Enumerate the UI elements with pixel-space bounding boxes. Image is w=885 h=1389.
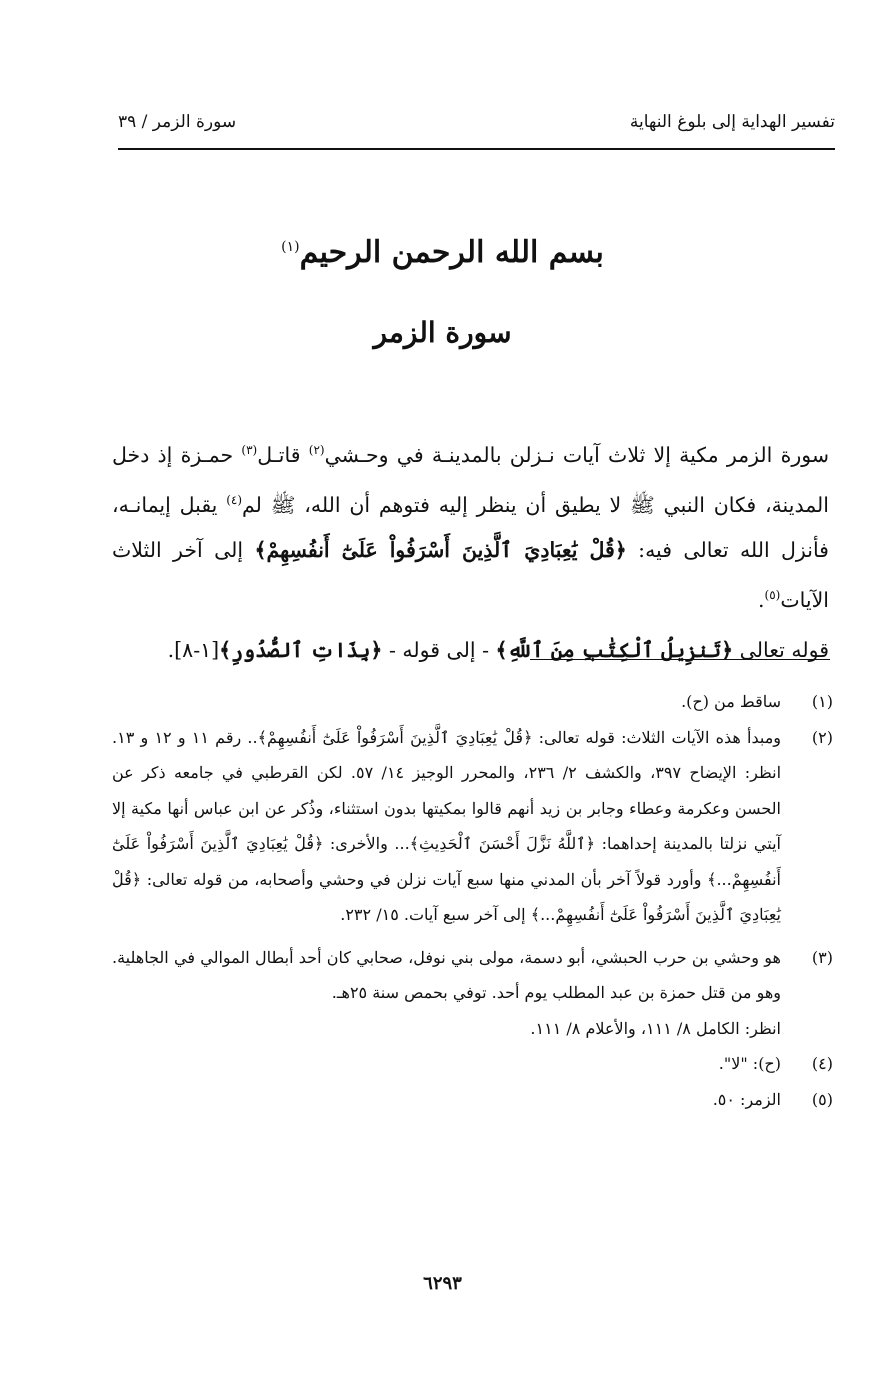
verse-heading-text-1: قوله تعالى <box>733 638 829 663</box>
footnote-1 <box>112 684 833 720</box>
footnote-ref-3: (٣) <box>241 443 258 457</box>
book-title: تفسير الهداية إلى بلوغ النهاية <box>629 112 835 132</box>
surah-header: سورة الزمر / ٣٩ <box>118 112 237 132</box>
footnote-text: ومبدأ هذه الآيات الثلاث: قوله تعالى: ﴿قُلْ يَٰعِبَادِيَ ٱلَّذِينَ أَسْرَفُواْ عَلَىٰٓ أَنفُسِهِمْ﴾.. رقم ١١ و ١٢ و ١٣. انظر: الإيضاح ٣٩٧، والكشف ٢/ ٢٣٦، والمحرر الوجيز ١٤/ ٥٧. لكن القرطبي في جامعه ذكر عن الحسن وعكرمة وعطاء وجابر بن زيد أنهم قالوا بمكيتها بدون استثناء، وذُكر عن ابن عباس أنها مكية إلا آيتي نزلتا بالمدينة إحداهما: ﴿ٱللَّهُ نَزَّلَ أَحْسَنَ ٱلْحَدِيثِ﴾... والأخرى: ﴿قُلْ يَٰعِبَادِيَ ٱلَّذِينَ أَسْرَفُواْ عَلَىٰٓ أَنفُسِهِمْ...﴾ وأورد قولاً آخر بأن المدني منها سبع آيات نزلن في وحشي وأصحابه، من قوله تعالى: ﴿قُلْ يَٰعِبَادِيَ ٱلَّذِينَ أَسْرَفُواْ عَلَىٰٓ أَنفُسِهِمْ...﴾ إلى آخر سبع آيات. ١٥/ ٢٣٢. <box>112 727 782 924</box>
verse-heading-text-2: - إلى قوله - <box>382 638 496 663</box>
footnote-divider <box>530 659 830 660</box>
running-header <box>118 112 835 146</box>
intro-text-3: حمـزة إذ دخل المدينة، فكان النبي ﷺ لا يطيق أن ينظر إليه فتوهم أن الله، ﷺ لم <box>112 442 829 517</box>
quran-verse: ﴿قُلْ يَٰعِبَادِيَ ٱلَّذِينَ أَسْرَفُواْ عَلَىٰٓ أَنفُسِهِمْ﴾ <box>254 537 627 562</box>
page-number: ٦٢٩٣ <box>423 1273 462 1294</box>
quran-verse-end: ﴿بِذَاتِ ٱلصُّدُورِ﴾ <box>219 638 383 663</box>
footnote-ref-1: (١) <box>281 239 300 255</box>
footnote-text: ساقط من (ح). <box>681 692 781 711</box>
footnote-text: الزمر: ٥٠. <box>712 1089 781 1109</box>
intro-paragraph <box>112 428 829 622</box>
footnote-text: (ح): "لا". <box>718 1054 781 1073</box>
intro-end: . <box>758 587 765 612</box>
footnote-ref-2: (٢) <box>308 443 325 457</box>
footnote-ref-4: (٤) <box>226 492 243 507</box>
footnote-text: هو وحشي بن حرب الحبشي، أبو دسمة، مولى بني نوفل، صحابي كان أحد أبطال الموالي في الجاهلية. وهو من قتل حمزة بن عبد المطلب يوم أحد. توفي بحمص سنة ٢٥هـ. <box>112 947 781 1002</box>
footnote-number: (٢) <box>811 727 833 747</box>
footnotes <box>112 684 833 1117</box>
intro-text-2: قاتـل <box>257 442 309 467</box>
footnote-3 <box>112 940 833 1047</box>
footnote-text: انظر: الكامل ٨/ ١١١، والأعلام ٨/ ١١١. <box>530 1018 781 1038</box>
footnote-number: (٤) <box>811 1054 833 1073</box>
main-text <box>112 428 829 673</box>
footnote-number: (٣) <box>811 947 833 967</box>
footnote-2 <box>112 720 833 933</box>
intro-text-1: سورة الزمر مكية إلا ثلاث آيات نـزلن بالمدينـة في وحـشي <box>324 442 829 467</box>
intro-text-4: يقبل إيمانـه، فأنزل الله تعالى فيه: <box>112 492 829 562</box>
surah-title: سورة الزمر <box>373 316 512 349</box>
quran-verse-start: ﴿تَنزِيلُ ٱلْكِتَٰبِ مِنَ ٱللَّهِ﴾ <box>495 638 734 663</box>
basmala-text: بسم الله الرحمن الرحيم <box>299 235 604 270</box>
verse-range: [١-٨]. <box>167 638 220 663</box>
footnote-number: (١) <box>811 692 833 711</box>
footnote-5 <box>112 1082 833 1118</box>
footnote-number: (٥) <box>811 1089 833 1109</box>
footnote-ref-5: (٥) <box>764 587 781 602</box>
intro-text-5: إلى آخر الثلاث الآيات <box>112 537 829 612</box>
basmala <box>0 235 885 270</box>
footnote-4 <box>112 1046 833 1082</box>
header-divider <box>118 148 835 150</box>
verse-heading <box>112 628 829 673</box>
